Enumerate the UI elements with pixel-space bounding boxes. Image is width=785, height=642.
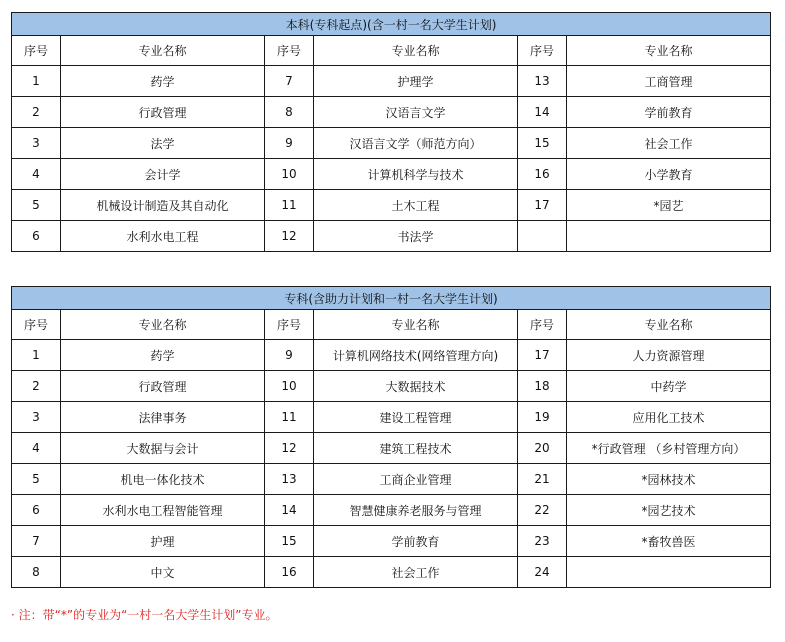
cell-major-name: 人力资源管理 bbox=[567, 340, 771, 371]
cell-major-name: 学前教育 bbox=[567, 97, 771, 128]
cell-index: 23 bbox=[518, 526, 567, 557]
cell-major-name: 大数据技术 bbox=[314, 371, 518, 402]
cell-major-name: 书法学 bbox=[314, 221, 518, 252]
cell-index: 15 bbox=[518, 128, 567, 159]
cell-index: 5 bbox=[12, 464, 61, 495]
cell-index: 4 bbox=[12, 433, 61, 464]
cell-major-name: *行政管理 （乡村管理方向） bbox=[567, 433, 771, 464]
cell-index: 3 bbox=[12, 128, 61, 159]
table-header-row bbox=[12, 36, 771, 66]
table-row bbox=[12, 221, 771, 252]
header-major-name: 专业名称 bbox=[567, 36, 771, 66]
cell-index: 10 bbox=[265, 159, 314, 190]
cell-major-name: 法律事务 bbox=[61, 402, 265, 433]
cell-major-name: 水利水电工程 bbox=[61, 221, 265, 252]
cell-index: 5 bbox=[12, 190, 61, 221]
cell-major-name: 行政管理 bbox=[61, 371, 265, 402]
cell-major-name: 药学 bbox=[61, 66, 265, 97]
cell-index: 2 bbox=[12, 97, 61, 128]
header-index: 序号 bbox=[12, 310, 61, 340]
cell-index: 1 bbox=[12, 66, 61, 97]
cell-index: 10 bbox=[265, 371, 314, 402]
cell-index: 18 bbox=[518, 371, 567, 402]
cell-index: 12 bbox=[265, 221, 314, 252]
cell-index: 15 bbox=[265, 526, 314, 557]
junior-college-major-table bbox=[11, 286, 771, 588]
header-index: 序号 bbox=[518, 36, 567, 66]
cell-index: 16 bbox=[518, 159, 567, 190]
cell-major-name bbox=[567, 557, 771, 588]
cell-major-name: 建设工程管理 bbox=[314, 402, 518, 433]
table-row bbox=[12, 402, 771, 433]
cell-index bbox=[518, 221, 567, 252]
cell-major-name: 工商管理 bbox=[567, 66, 771, 97]
cell-index: 7 bbox=[12, 526, 61, 557]
header-index: 序号 bbox=[12, 36, 61, 66]
cell-major-name: *园艺技术 bbox=[567, 495, 771, 526]
table-row bbox=[12, 159, 771, 190]
table-title: 本科(专科起点)(含一村一名大学生计划) bbox=[12, 13, 771, 36]
cell-major-name: 法学 bbox=[61, 128, 265, 159]
cell-major-name: 护理学 bbox=[314, 66, 518, 97]
cell-index: 8 bbox=[12, 557, 61, 588]
cell-index: 24 bbox=[518, 557, 567, 588]
cell-index: 8 bbox=[265, 97, 314, 128]
table-row bbox=[12, 66, 771, 97]
cell-index: 20 bbox=[518, 433, 567, 464]
cell-index: 9 bbox=[265, 128, 314, 159]
cell-major-name: 工商企业管理 bbox=[314, 464, 518, 495]
table-row bbox=[12, 557, 771, 588]
header-major-name: 专业名称 bbox=[61, 36, 265, 66]
cell-major-name: 土木工程 bbox=[314, 190, 518, 221]
cell-major-name: 中药学 bbox=[567, 371, 771, 402]
cell-major-name: 会计学 bbox=[61, 159, 265, 190]
cell-major-name: 计算机网络技术(网络管理方向) bbox=[314, 340, 518, 371]
cell-index: 12 bbox=[265, 433, 314, 464]
cell-index: 22 bbox=[518, 495, 567, 526]
cell-index: 19 bbox=[518, 402, 567, 433]
cell-major-name: 应用化工技术 bbox=[567, 402, 771, 433]
header-index: 序号 bbox=[265, 36, 314, 66]
table-row bbox=[12, 371, 771, 402]
cell-major-name: 大数据与会计 bbox=[61, 433, 265, 464]
table-row bbox=[12, 128, 771, 159]
table-row bbox=[12, 97, 771, 128]
cell-major-name: *园林技术 bbox=[567, 464, 771, 495]
cell-index: 4 bbox=[12, 159, 61, 190]
cell-index: 9 bbox=[265, 340, 314, 371]
cell-index: 14 bbox=[518, 97, 567, 128]
cell-index: 6 bbox=[12, 495, 61, 526]
cell-major-name: 社会工作 bbox=[314, 557, 518, 588]
cell-major-name: 建筑工程技术 bbox=[314, 433, 518, 464]
cell-index: 3 bbox=[12, 402, 61, 433]
cell-major-name: 中文 bbox=[61, 557, 265, 588]
cell-index: 7 bbox=[265, 66, 314, 97]
cell-index: 14 bbox=[265, 495, 314, 526]
cell-index: 21 bbox=[518, 464, 567, 495]
cell-major-name: 水利水电工程智能管理 bbox=[61, 495, 265, 526]
header-major-name: 专业名称 bbox=[567, 310, 771, 340]
header-major-name: 专业名称 bbox=[314, 310, 518, 340]
cell-index: 6 bbox=[12, 221, 61, 252]
cell-major-name: 计算机科学与技术 bbox=[314, 159, 518, 190]
table-row bbox=[12, 433, 771, 464]
table-row bbox=[12, 464, 771, 495]
cell-index: 16 bbox=[265, 557, 314, 588]
cell-index: 13 bbox=[518, 66, 567, 97]
cell-major-name bbox=[567, 221, 771, 252]
cell-index: 11 bbox=[265, 402, 314, 433]
cell-major-name: 社会工作 bbox=[567, 128, 771, 159]
cell-major-name: 学前教育 bbox=[314, 526, 518, 557]
header-index: 序号 bbox=[265, 310, 314, 340]
cell-major-name: 机电一体化技术 bbox=[61, 464, 265, 495]
footnote: · 注：带“*”的专业为“一村一名大学生计划”专业。 bbox=[11, 608, 278, 622]
cell-major-name: 汉语言文学（师范方向） bbox=[314, 128, 518, 159]
cell-major-name: 行政管理 bbox=[61, 97, 265, 128]
cell-index: 17 bbox=[518, 340, 567, 371]
cell-major-name: 机械设计制造及其自动化 bbox=[61, 190, 265, 221]
undergraduate-major-table bbox=[11, 12, 771, 252]
header-index: 序号 bbox=[518, 310, 567, 340]
header-major-name: 专业名称 bbox=[314, 36, 518, 66]
cell-major-name: *畜牧兽医 bbox=[567, 526, 771, 557]
cell-index: 17 bbox=[518, 190, 567, 221]
cell-index: 13 bbox=[265, 464, 314, 495]
header-major-name: 专业名称 bbox=[61, 310, 265, 340]
cell-index: 11 bbox=[265, 190, 314, 221]
table-row bbox=[12, 495, 771, 526]
table-row bbox=[12, 190, 771, 221]
table-row bbox=[12, 526, 771, 557]
cell-major-name: 护理 bbox=[61, 526, 265, 557]
cell-major-name: 智慧健康养老服务与管理 bbox=[314, 495, 518, 526]
table-row bbox=[12, 340, 771, 371]
table-title: 专科(含助力计划和一村一名大学生计划) bbox=[12, 287, 771, 310]
cell-major-name: 药学 bbox=[61, 340, 265, 371]
cell-major-name: 小学教育 bbox=[567, 159, 771, 190]
cell-major-name: *园艺 bbox=[567, 190, 771, 221]
table-header-row bbox=[12, 310, 771, 340]
cell-major-name: 汉语言文学 bbox=[314, 97, 518, 128]
cell-index: 1 bbox=[12, 340, 61, 371]
cell-index: 2 bbox=[12, 371, 61, 402]
